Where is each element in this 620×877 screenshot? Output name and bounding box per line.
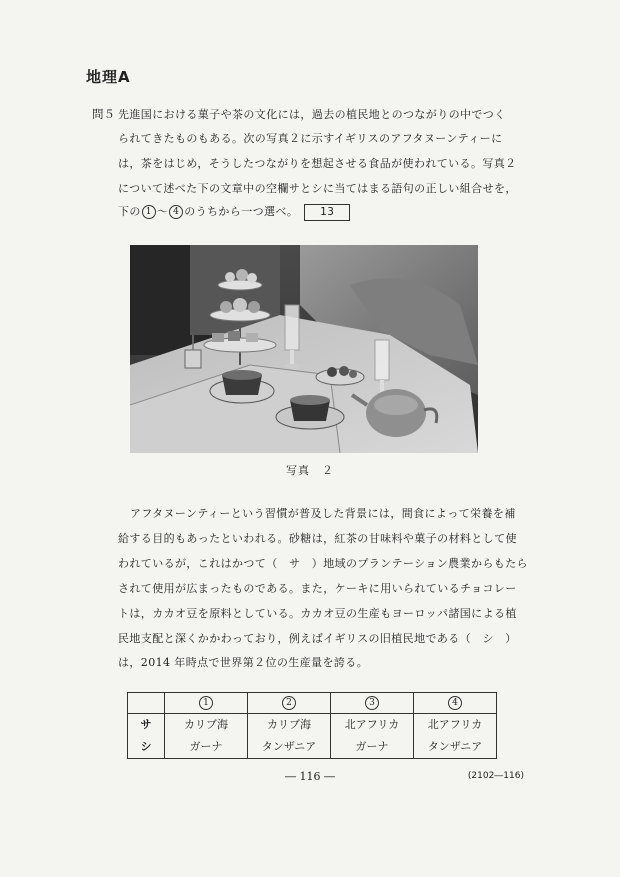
answer-box[interactable]: 13 (304, 204, 350, 221)
passage-line-4: されて使用が広まったものである。また，ケーキに用いられているチョコレー (118, 582, 517, 595)
choice-2-cell[interactable] (248, 714, 331, 759)
table-corner-cell (128, 693, 165, 714)
choice-3-marker: 3 (365, 696, 379, 710)
choice-1-marker: 1 (199, 696, 213, 710)
afternoon-tea-photo (130, 245, 478, 453)
question-number: 問５ (92, 107, 115, 121)
passage-line-6: 民地支配と深くかかわっており，例えばイギリスの旧植民地である（ シ ） (118, 632, 517, 645)
passage-line-3: われているが，これはかつて（ サ ）地域のプランテーション農業からもたら (118, 557, 528, 570)
choice-4-cell[interactable] (414, 714, 497, 759)
table-row-sa-shi (128, 714, 497, 759)
question-line-5 (118, 203, 350, 221)
afternoon-tea-illustration (130, 245, 478, 453)
passage-line-5: トは，カカオ豆を原料としている。カカオ豆の生産もヨーロッパ諸国による植 (118, 607, 517, 620)
choice-start-marker: 1 (142, 205, 156, 219)
choice-4-sa: 北アフリカ (427, 718, 483, 731)
choice-1-cell[interactable] (165, 714, 248, 759)
row-label-sa: サ (140, 718, 152, 731)
table-header-row (128, 693, 497, 714)
choice-header-1[interactable] (165, 693, 248, 714)
choice-2-marker: 2 (282, 696, 296, 710)
question-line-5-prefix: 下の (118, 205, 141, 218)
subject-title: 地理A (86, 68, 131, 86)
choice-2-sa: カリブ海 (267, 718, 311, 731)
choice-header-3[interactable] (331, 693, 414, 714)
choice-header-2[interactable] (248, 693, 331, 714)
question-line-3: は，茶をはじめ，そうしたつながりを想起させる食品が使われている。写真２ (118, 157, 517, 170)
question-line-1: 先進国における菓子や茶の文化には，過去の植民地とのつながりの中でつく (118, 108, 506, 121)
answer-choices-table (127, 692, 497, 759)
passage-line-7: は，2014 年時点で世界第２位の生産量を誇る。 (118, 656, 369, 669)
question-line-4: について述べた下の文章中の空欄サとシに当てはまる語句の正しい組合せを， (118, 182, 517, 195)
row-label-cell (128, 714, 165, 759)
choice-header-4[interactable] (414, 693, 497, 714)
choice-1-shi: ガーナ (189, 740, 223, 753)
question-line-2: られてきたものもある。次の写真２に示すイギリスのアフタヌーンティーに (118, 132, 503, 145)
photo-caption: 写真 ２ (286, 464, 334, 477)
choice-3-cell[interactable] (331, 714, 414, 759)
choice-end-marker: 4 (169, 205, 183, 219)
choice-3-sa: 北アフリカ (344, 718, 400, 731)
choice-1-sa: カリブ海 (184, 718, 228, 731)
passage-line-2: 給する目的もあったといわれる。砂糖は，紅茶の甘味料や菓子の材料として使 (118, 532, 517, 545)
page-number: ― 116 ― (285, 770, 335, 783)
choice-3-shi: ガーナ (355, 740, 389, 753)
choice-2-shi: タンザニア (261, 740, 317, 753)
row-label-shi: シ (140, 740, 152, 753)
choice-4-shi: タンザニア (427, 740, 483, 753)
choice-4-marker: 4 (448, 696, 462, 710)
question-line-5-suffix: のうちから一つ選べ。 (184, 205, 299, 218)
page-code: (2102―116) (467, 771, 524, 781)
passage-line-1: アフタヌーンティーという習慣が普及した背景には，間食によって栄養を補 (130, 507, 516, 520)
choice-range-separator: ～ (156, 205, 169, 218)
